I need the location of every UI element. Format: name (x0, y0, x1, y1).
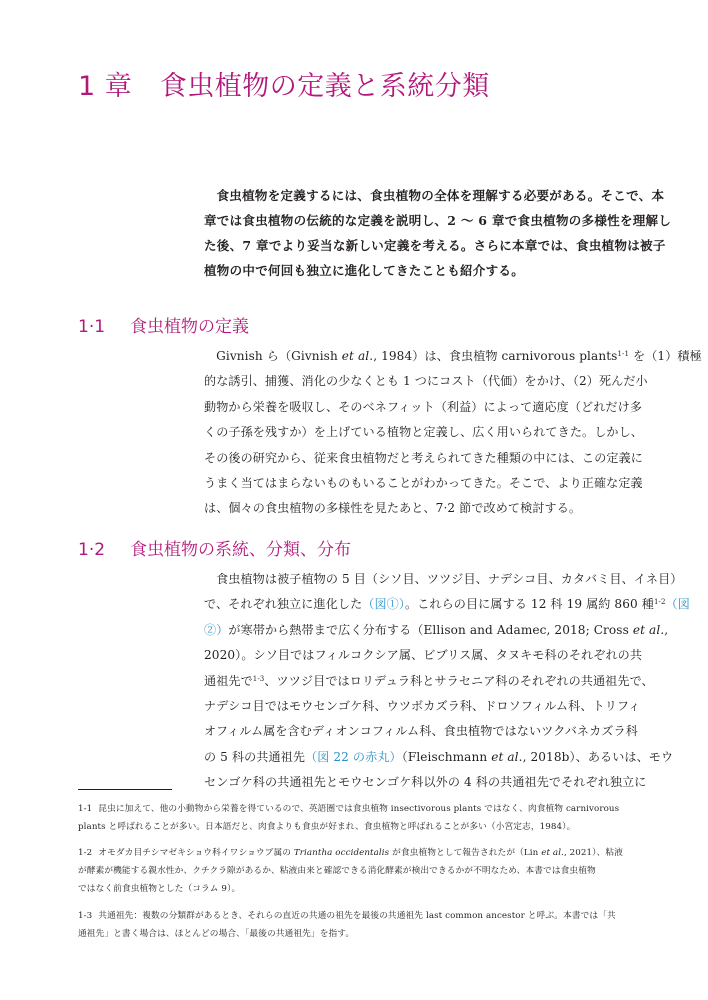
text-run: ., 2018b）、あるいは、モウ (518, 749, 674, 764)
intro-line: た後、7 章でより妥当な新しい定義を考える。さらに本章では、食虫植物は被子 (204, 238, 666, 253)
text-run: 。これらの目に属する 12 科 19 属約 860 種 (405, 597, 654, 612)
footnote-ref-1-1[interactable]: 1-1 (617, 350, 630, 358)
figure-link[interactable]: （図①） (362, 597, 406, 612)
text-run: を（1）積極 (629, 349, 702, 363)
paragraph-line: ナデシコ目ではモウセンゴケ科、ウツボカズラ科、ドロソフィルム科、トリフィ (204, 699, 641, 714)
chapter-title: 1 章 食虫植物の定義と系統分類 (78, 71, 490, 102)
footnote-line: 通祖先」と書く場合は、ほとんどの場合、「最後の共通祖先」を指す。 (78, 929, 355, 939)
section-title: 食虫植物の定義 (130, 317, 249, 337)
text-run: et al (632, 622, 661, 637)
paragraph-line: オフィルム属を含むディオンコフィルム科、食虫植物ではないツクバネカズラ科 (204, 724, 638, 739)
paragraph-line: 的な誘引、捕獲、消化の少なくとも 1 つにコスト（代価）をかけ、（2）死んだ小 (204, 374, 648, 389)
footnote-1-3 (78, 907, 648, 943)
paragraph-line: くの子孫を残すか）を上げている植物と定義し、広く用いられてきた。しかし、 (204, 425, 643, 440)
footnote-divider (78, 789, 172, 790)
text-run: et al (541, 848, 562, 858)
paragraph-line (204, 745, 674, 770)
text-run: ., 1984）は、食虫植物 carnivorous plants (369, 349, 618, 363)
paragraph-line (204, 618, 669, 643)
footnote-line: plants と呼ばれることが多い。日本語だと、肉食よりも食虫が好まれ、食虫植物と呼ばれることが多い（小宮定志，1984）。 (78, 822, 576, 832)
text-run: et al (491, 749, 519, 764)
text-run: が食虫植物として報告されたが（Lin (389, 848, 542, 858)
paragraph-line (204, 592, 690, 617)
footnote-line (78, 907, 648, 925)
footnote-id: 1-1 (78, 804, 93, 814)
text-run: ., 2021）、粘液 (561, 848, 623, 858)
text-run: の 5 科の共通祖先 (204, 749, 306, 764)
text-run: Givnish ら（Givnish (216, 349, 342, 363)
footnote-id: 1-2 (78, 848, 93, 858)
paragraph-line: うまく当てはまらないものもいることがわかってきた。そこで、より正確な定義 (204, 476, 643, 491)
paragraph-line (204, 669, 654, 694)
figure-link[interactable]: ②） (204, 622, 229, 637)
paragraph-line: 動物から栄養を吸収し、そのベネフィット（利益）によって適応度（どれだけ多 (204, 399, 643, 414)
chapter-intro (204, 183, 672, 283)
paragraph-line: センゴケ科の共通祖先とモウセンゴケ科以外の 4 科の共通祖先でそれぞれ独立に (204, 775, 647, 790)
text-run: が寒帯から熱帯まで広く分布する（Ellison and Adamec, 2018; Cross (228, 622, 633, 637)
footnote-1-1 (78, 800, 648, 836)
footnote-line: が酵素が機能する親水性か、クチクラ隙があるか、粘液由来と確認できる消化酵素が検出できるかが不明なため、本書では食虫植物 (78, 866, 596, 876)
figure-link[interactable]: （図 (665, 597, 690, 612)
text-run: Triantha occidentalis (293, 848, 390, 858)
text-run: で、それぞれ独立に進化した (204, 597, 363, 612)
text-run: オモダカ目チシマゼキショウ科イワショウブ属の (98, 848, 294, 858)
intro-line: 植物の中で何回も独立に進化してきたことも紹介する。 (204, 263, 525, 278)
text-run: 共通祖先：複数の分類群があるとき、それらの直近の共通の祖先を最後の共通祖先 last common ancestor と呼ぶ。本書では「共 (98, 911, 616, 921)
footnote-id: 1-3 (78, 911, 93, 921)
section-heading-1-1 (78, 312, 249, 337)
text-run: 昆虫に加えて、他の小動物から栄養を得ているので、英語圏では食虫植物 insectivorous plants ではなく、肉食植物 carnivorous (98, 804, 620, 814)
section-title: 食虫植物の系統、分類、分布 (130, 540, 351, 560)
text-run: ., (660, 622, 669, 637)
intro-line: 章では食虫植物の伝統的な定義を説明し、2 〜 6 章で食虫植物の多様性を理解し (204, 213, 672, 228)
text-run: 通祖先で (204, 673, 253, 688)
footnote-ref-1-2[interactable]: 1-2 (653, 598, 666, 607)
section-heading-1-2 (78, 535, 351, 560)
section-1-2-body (204, 567, 690, 796)
text-run: 、ツツジ目ではロリデュラ科とサラセニア科のそれぞれの共通祖先で、 (264, 673, 654, 688)
paragraph-line: 食虫植物は被子植物の 5 目（シソ目、ツツジ目、ナデシコ目、カタバミ目、イネ目） (216, 572, 683, 586)
footnote-1-2 (78, 844, 648, 898)
text-run: et al (341, 349, 370, 363)
footnote-line (78, 844, 648, 862)
section-1-1-body (204, 344, 702, 522)
footnote-line (78, 800, 648, 818)
section-number: 1·1 (78, 317, 106, 337)
paragraph-line: は、個々の食虫植物の多様性を見たあと、7·2 節で改めて検討する。 (204, 501, 582, 516)
text-run: （Fleischmann (401, 749, 492, 764)
paragraph-line (204, 344, 702, 369)
footnote-line: ではなく前食虫植物とした（コラム 9）。 (78, 884, 241, 894)
paragraph-line: その後の研究から、従来食虫植物だと考えられてきた種類の中には、この定義に (204, 450, 643, 465)
footnote-ref-1-3[interactable]: 1-3 (252, 674, 265, 683)
section-number: 1·2 (78, 540, 106, 560)
intro-line: 食虫植物を定義するには、食虫植物の全体を理解する必要がある。そこで、本 (216, 188, 665, 203)
paragraph-line: 2020）。シソ目ではフィルコクシア属、ビブリス属、タヌキモ科のそれぞれの共 (204, 648, 643, 663)
figure-link[interactable]: （図 22 の赤丸） (305, 749, 402, 764)
